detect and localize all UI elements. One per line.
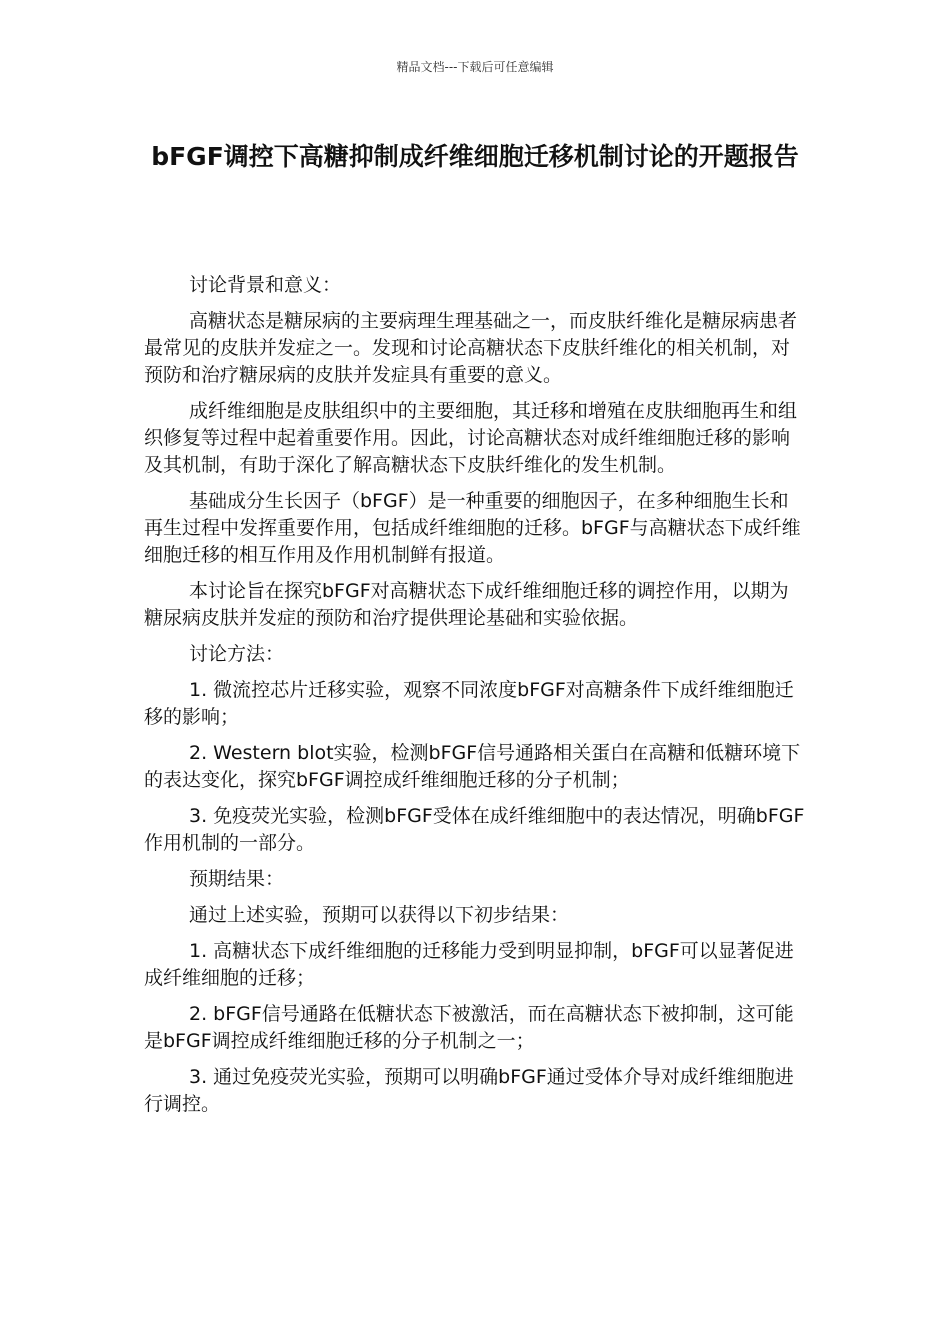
- method-item: 2. Western blot实验，检测bFGF信号通路相关蛋白在高糖和低糖环境下的表达变化，探究bFGF调控成纤维细胞迁移的分子机制；: [144, 742, 801, 791]
- result-item: 1. 高糖状态下成纤维细胞的迁移能力受到明显抑制，bFGF可以显著促进成纤维细胞的迁移；: [144, 940, 794, 989]
- method-item: 3. 免疫荧光实验，检测bFGF受体在成纤维细胞中的表达情况，明确bFGF作用机制的一部分。: [144, 805, 805, 854]
- paragraph: 通过上述实验，预期可以获得以下初步结果：: [189, 904, 570, 926]
- paragraph: 基础成分生长因子（bFGF）是一种重要的细胞因子，在多种细胞生长和再生过程中发挥重要作用，包括成纤维细胞的迁移。bFGF与高糖状态下成纤维细胞迁移的相互作用及作用机制鲜有报道。: [144, 490, 801, 566]
- section-heading-results: 预期结果：: [189, 868, 285, 890]
- paragraph: 成纤维细胞是皮肤组织中的主要细胞，其迁移和增殖在皮肤细胞再生和组织修复等过程中起着重要作用。因此，讨论高糖状态对成纤维细胞迁移的影响及其机制，有助于深化了解高糖状态下皮肤纤维化的发生机制。: [144, 400, 798, 476]
- result-item: 2. bFGF信号通路在低糖状态下被激活，而在高糖状态下被抑制，这可能是bFGF调控成纤维细胞迁移的分子机制之一；: [144, 1003, 794, 1052]
- section-heading-background: 讨论背景和意义：: [189, 274, 342, 296]
- result-item: 3. 通过免疫荧光实验，预期可以明确bFGF通过受体介导对成纤维细胞进行调控。: [144, 1066, 794, 1115]
- paragraph: 高糖状态是糖尿病的主要病理生理基础之一，而皮肤纤维化是糖尿病患者最常见的皮肤并发症之一。发现和讨论高糖状态下皮肤纤维化的相关机制，对预防和治疗糖尿病的皮肤并发症具有重要的意义。: [144, 310, 798, 386]
- page-header: 精品文档---下载后可任意编辑: [396, 60, 554, 74]
- paragraph: 本讨论旨在探究bFGF对高糖状态下成纤维细胞迁移的调控作用，以期为糖尿病皮肤并发症的预防和治疗提供理论基础和实验依据。: [144, 580, 789, 629]
- section-heading-methods: 讨论方法：: [189, 643, 285, 665]
- document-title: bFGF调控下高糖抑制成纤维细胞迁移机制讨论的开题报告: [151, 142, 799, 171]
- document-body: [144, 272, 806, 1127]
- method-item: 1. 微流控芯片迁移实验，观察不同浓度bFGF对高糖条件下成纤维细胞迁移的影响；: [144, 679, 794, 728]
